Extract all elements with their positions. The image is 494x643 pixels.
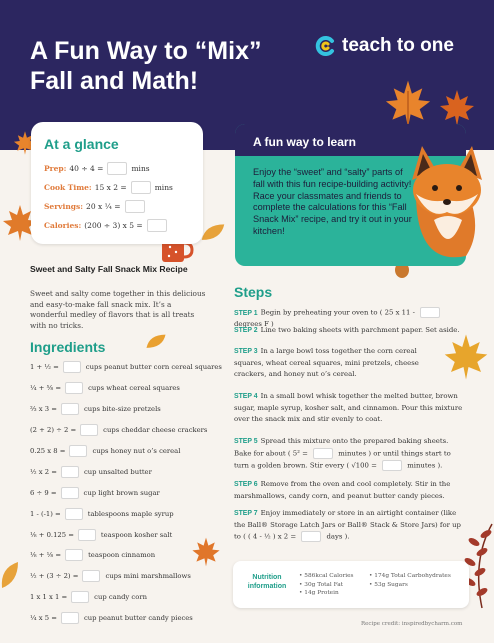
step-text: Spread this mixture onto the prepared baking sheets. Bake for about ( 5² =: [234, 437, 449, 458]
nutrition-item: • 30g Total Fat: [299, 581, 343, 588]
recipe-title: Sweet and Salty Fall Snack Mix Recipe: [30, 264, 188, 274]
ingredient-name: tablespoons maple syrup: [87, 509, 174, 518]
ingredient-item: [30, 524, 230, 545]
answer-box[interactable]: [313, 448, 333, 459]
maple-leaf-icon: [382, 78, 434, 130]
maple-leaf-icon: [441, 330, 491, 384]
step-3: [234, 346, 448, 381]
ingredient-expression: ¼ x 5 =: [30, 614, 57, 623]
ingredient-item: [30, 441, 230, 462]
nutrition-item: • 53g Sugars: [369, 581, 408, 588]
ingredient-expression: ⅛ + 0.125 =: [30, 530, 74, 539]
ingredient-name: cups mini marshmallows: [105, 572, 191, 581]
ingredients-heading: Ingredients: [30, 339, 106, 355]
answer-box[interactable]: [382, 460, 402, 471]
maple-leaf-icon: [437, 88, 477, 128]
ingredient-item: [30, 566, 230, 587]
ingredients-list: [30, 357, 230, 629]
step-number: STEP 1: [234, 309, 258, 317]
ingredient-item: [30, 482, 230, 503]
answer-box[interactable]: [65, 382, 83, 394]
step-6: [234, 479, 464, 502]
nutrition-label: Nutrition information: [247, 574, 287, 590]
ingredient-item: [30, 545, 230, 566]
answer-box[interactable]: [420, 307, 440, 318]
ingredient-item: [30, 399, 230, 420]
answer-box[interactable]: [65, 508, 83, 520]
glance-expression: 40 ÷ 4 =: [69, 164, 104, 173]
answer-box[interactable]: [80, 424, 98, 436]
fox-icon: [408, 140, 486, 270]
step-2: [234, 325, 464, 337]
answer-box[interactable]: [78, 529, 96, 541]
answer-box[interactable]: [82, 570, 100, 582]
ingredient-name: cup light brown sugar: [83, 488, 160, 497]
fun-way-title: A fun way to learn: [235, 124, 466, 156]
answer-box[interactable]: [61, 612, 79, 624]
step-text: In a small bowl whisk together the melted butter, brown sugar, maple syrup, kosher salt, and cinnamon. Pour this mixture over the snack mix and stir evenly to coat.: [234, 392, 463, 424]
ingredient-expression: 1 - (-1) =: [30, 509, 61, 518]
brand-name: teach to one: [342, 35, 454, 56]
glance-row-servings: [44, 197, 203, 216]
answer-box[interactable]: [301, 531, 321, 542]
step-text: Enjoy immediately or store in an airtight container (like the Ball® Storage Latch Jars or Ball® Stack & Store Jars) for up to ( ( 4 - ½ ) x 2 =: [234, 509, 461, 541]
answer-box[interactable]: [61, 487, 79, 499]
ingredient-expression: ¼ + ⅝ =: [30, 384, 62, 393]
nutrition-item: • 174g Total Carbohydrates: [369, 573, 451, 579]
step-4: [234, 391, 464, 426]
step-number: STEP 4: [234, 393, 258, 400]
step-number: STEP 3: [234, 348, 258, 355]
answer-box[interactable]: [107, 162, 127, 175]
step-text: Remove from the oven and cool completely. Stir in the marshmallows, candy corn, and peanut butter candy pieces.: [234, 480, 451, 500]
answer-box[interactable]: [61, 403, 79, 415]
answer-box[interactable]: [131, 181, 151, 194]
recipe-credit: Recipe credit: inspiredbycharm.com: [361, 621, 463, 627]
ingredient-item: [30, 357, 230, 378]
step-5: [234, 436, 464, 472]
answer-box[interactable]: [71, 591, 89, 603]
ingredient-name: cups honey nut o’s cereal: [92, 447, 181, 455]
glance-unit: mins: [154, 183, 173, 192]
step-number: STEP 2: [234, 327, 258, 334]
ingredient-name: cup candy corn: [94, 593, 147, 602]
ingredient-name: teaspoon cinnamon: [88, 551, 156, 560]
answer-box[interactable]: [63, 361, 81, 373]
nutrition-item: • 586kcal Calories: [299, 573, 354, 579]
at-a-glance-card: [31, 122, 203, 244]
step-number: STEP 6: [234, 481, 258, 488]
ingredient-expression: (2 + 2) ÷ 2 =: [30, 426, 77, 435]
ingredient-expression: ⅔ x 3 =: [30, 405, 57, 414]
ingredient-expression: ½ x 2 =: [30, 467, 57, 476]
step-text: days ).: [324, 532, 350, 541]
ingredient-expression: 6 ÷ 9 =: [30, 488, 57, 497]
ingredient-name: cup unsalted butter: [83, 467, 152, 476]
answer-box[interactable]: [65, 549, 83, 561]
ingredient-item: [30, 608, 230, 629]
brand-logo: [313, 34, 454, 58]
glance-row-cook-time: [44, 178, 203, 197]
ingredient-name: cup peanut butter candy pieces: [83, 614, 193, 623]
nutrition-item: • 14g Protein: [299, 590, 339, 596]
ingredient-name: cups peanut butter corn cereal squares: [85, 363, 222, 372]
glance-title: At a glance: [44, 136, 119, 152]
ingredient-name: teaspoon kosher salt: [100, 530, 173, 539]
step-7: [234, 508, 464, 543]
page-title: A Fun Way to “Mix” Fall and Math!: [30, 37, 262, 95]
ingredient-name: cups bite-size pretzels: [83, 405, 161, 414]
leaf-icon: [145, 332, 167, 352]
ingredient-item: [30, 420, 230, 441]
glance-expression: (200 ÷ 3) x 5 =: [84, 221, 143, 230]
recipe-description: Sweet and salty come together in this delicious and easy-to-make fall snack mix. It’s a wonderful medley of flavors that is all treats with no tricks.: [30, 289, 206, 330]
ingredient-name: cups cheddar cheese crackers: [103, 426, 208, 435]
nutrition-column: [369, 572, 451, 589]
step-text: In a large bowl toss together the corn cereal squares, wheat cereal squares, mini pretzels, cheese crackers, and honey nut o’s cereal.: [234, 347, 419, 379]
step-text: minutes ) or until things start to turn a golden brown. Stir every ( √100 =: [234, 449, 451, 470]
glance-label: Calories:: [44, 221, 82, 230]
step-number: STEP 7: [234, 510, 258, 517]
nutrition-card: [233, 561, 469, 608]
ingredient-item: [30, 587, 230, 608]
fun-way-text: Enjoy the “sweet” and “salty” parts of fall with this fun recipe-building activity! Race your classmates and friends to complete the calculations for this “Fall Snack Mix” recipe, and try it out in your kitchen!: [253, 167, 412, 236]
nutrition-column: [299, 572, 354, 598]
glance-unit: mins: [131, 164, 150, 173]
ingredient-expression: ½ + (3 ÷ 2) =: [30, 572, 79, 581]
glance-expression: 15 x 2 =: [94, 183, 127, 192]
ingredient-expression: ⅛ + ⅛ =: [30, 551, 62, 560]
ingredient-item: [30, 503, 230, 524]
answer-box[interactable]: [147, 219, 167, 232]
steps-heading: Steps: [234, 284, 273, 300]
ingredient-item: [30, 378, 230, 399]
glance-row-calories: [44, 216, 203, 235]
step-text: degrees F ): [234, 320, 274, 329]
ingredient-expression: 0.25 x 8 =: [30, 447, 66, 455]
ingredient-name: cups wheat cereal squares: [88, 384, 180, 393]
step-text: Begin by preheating your oven to ( 25 x 11 -: [260, 308, 418, 317]
glance-label: Cook Time:: [44, 183, 92, 192]
step-text: minutes ).: [405, 461, 443, 470]
glance-label: Prep:: [44, 164, 67, 173]
leaf-icon: [200, 222, 226, 244]
step-number: STEP 5: [234, 438, 258, 445]
glance-row-prep: [44, 159, 203, 178]
ingredient-expression: 1 x 1 x 1 =: [30, 593, 68, 602]
brand-mark-icon: [313, 34, 337, 58]
step-text: Line two baking sheets with parchment paper. Set aside.: [260, 326, 460, 334]
glance-label: Servings:: [44, 202, 84, 211]
ingredient-item: [30, 461, 230, 482]
answer-box[interactable]: [125, 200, 145, 213]
leaf-icon: [0, 560, 20, 590]
answer-box[interactable]: [61, 466, 79, 478]
ingredient-expression: 1 + ½ =: [30, 363, 59, 372]
glance-expression: 20 x ¼ =: [86, 202, 121, 211]
answer-box[interactable]: [69, 445, 87, 457]
